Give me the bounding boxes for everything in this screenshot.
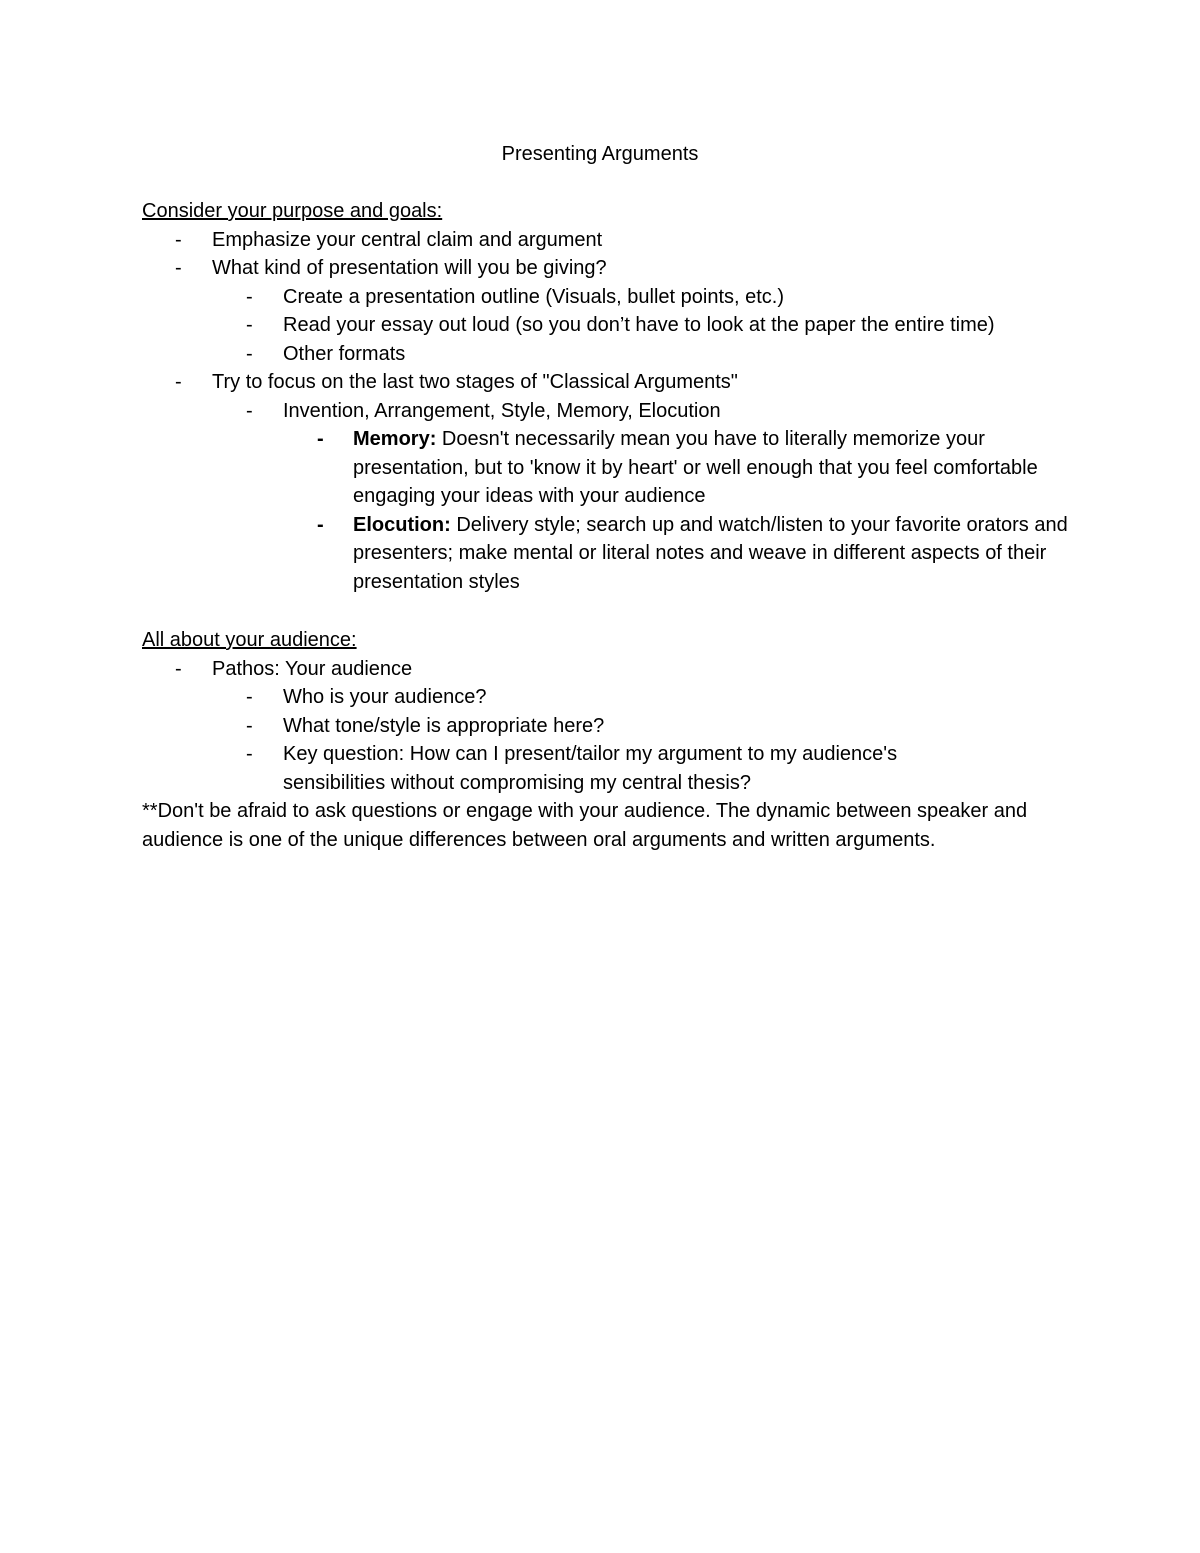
- list-item-text: Create a presentation outline (Visuals, bullet points, etc.): [283, 285, 785, 308]
- list-item-text: Who is your audience?: [283, 686, 487, 708]
- list-item: [142, 283, 1072, 312]
- list-item-memory: [142, 425, 1072, 511]
- list-item: [142, 226, 1072, 255]
- list-item-text: Try to focus on the last two stages of "Classical Arguments": [212, 371, 738, 393]
- dash-bullet: -: [246, 714, 253, 737]
- list-item: [142, 368, 1072, 397]
- dash-bullet: -: [246, 285, 253, 308]
- list-item-text: Read your essay out loud (so you don’t have to look at the paper the entire time): [283, 314, 995, 336]
- list-item: [142, 655, 1072, 684]
- list-item-text: Invention, Arrangement, Style, Memory, Elocution: [283, 399, 721, 422]
- term-memory: Memory:: [353, 428, 437, 450]
- dash-bullet: -: [175, 657, 182, 680]
- dash-bullet: -: [246, 342, 253, 365]
- dash-bullet: -: [317, 513, 324, 536]
- memory-definition: Doesn't necessarily mean you have to literally memorize your presentation, but to 'know it by heart' or well enough that you feel comfortable engaging your ideas with your audience: [353, 428, 1038, 507]
- elocution-definition: Delivery style; search up and watch/listen to your favorite orators and presenters; make mental or literal notes and weave in different aspects of their presentation styles: [353, 513, 1068, 593]
- dash-bullet: -: [246, 686, 253, 708]
- dash-bullet: -: [246, 743, 253, 765]
- dash-bullet: -: [246, 314, 253, 336]
- dash-bullet: -: [175, 371, 182, 393]
- section-heading: Consider your purpose and goals:: [142, 200, 443, 222]
- dash-bullet: -: [175, 257, 182, 279]
- list-item: [142, 311, 1072, 340]
- list-item-text: Key question: How can I present/tailor my argument to my audience's sensibilities without compromising my central thesis?: [283, 743, 898, 794]
- dash-bullet: -: [317, 428, 324, 450]
- list-item: [142, 397, 1072, 426]
- closing-note: **Don't be afraid to ask questions or engage with your audience. The dynamic between speaker and audience is one of the unique differences between oral arguments and written arguments.: [142, 800, 1028, 851]
- list-item-text: What kind of presentation will you be giving?: [212, 257, 607, 279]
- list-item: [142, 712, 1072, 741]
- list-item-text: Emphasize your central claim and argument: [212, 228, 603, 251]
- section-audience: [142, 626, 1072, 854]
- page-title: Presenting Arguments: [501, 143, 699, 165]
- section-heading: All about your audience:: [142, 629, 357, 651]
- term-elocution: Elocution:: [353, 513, 451, 536]
- list-item: [142, 740, 1072, 797]
- dash-bullet: -: [246, 399, 253, 422]
- list-item: [142, 254, 1072, 283]
- dash-bullet: -: [175, 228, 182, 251]
- list-item: [142, 340, 1072, 369]
- list-item-text: Other formats: [283, 342, 406, 365]
- list-item-text: What tone/style is appropriate here?: [283, 714, 605, 737]
- section-purpose-goals: [142, 197, 1072, 596]
- list-item: [142, 683, 1072, 712]
- list-item-elocution: [142, 511, 1072, 597]
- list-item-text: Pathos: Your audience: [212, 657, 413, 680]
